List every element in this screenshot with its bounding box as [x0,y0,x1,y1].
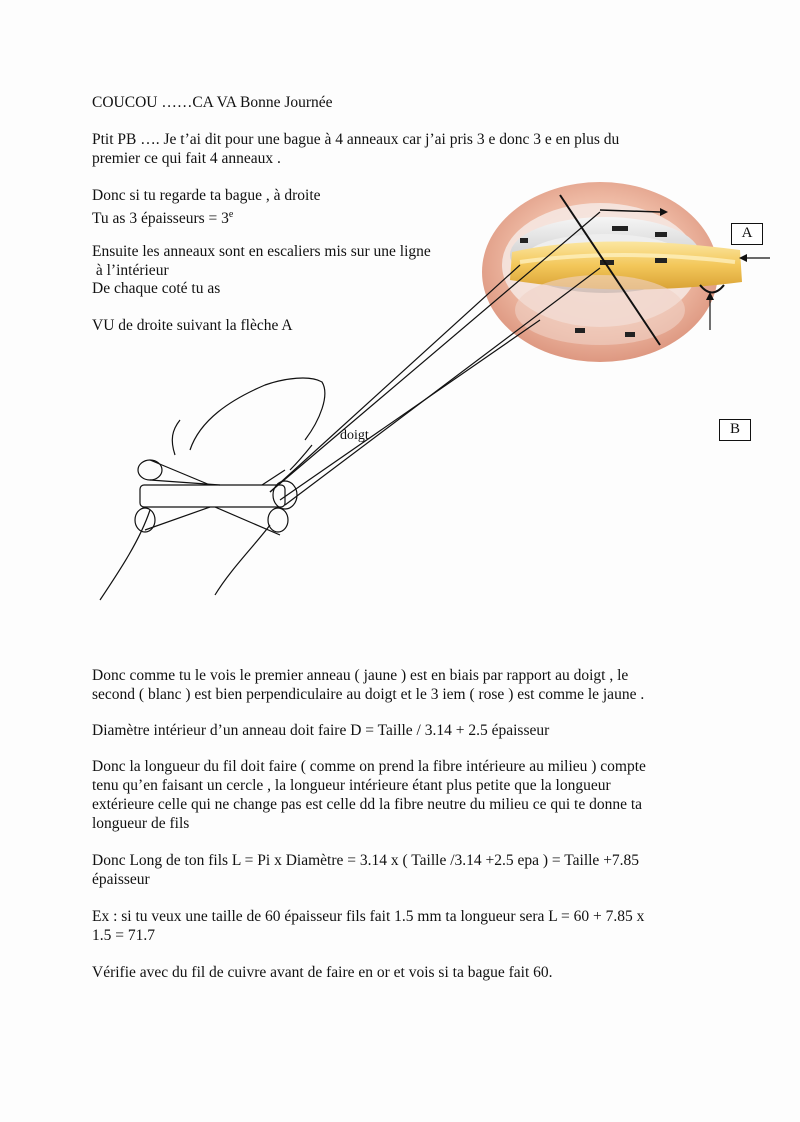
paragraph-9-line-2: 1.5 = 71.7 [92,927,155,944]
paragraph-10: Vérifie avec du fil de cuivre avant de faire en or et vois si ta bague fait 60. [92,964,553,981]
paragraph-2-line-2-text: Tu as 3 épaisseurs = 3 [92,210,229,228]
paragraph-7-line-2: tenu qu’en faisant un cercle , la longueur intérieure étant plus petite que la longueur [92,777,611,794]
paragraph-7-line-4: longueur de fils [92,815,190,832]
ring-photo [482,182,770,362]
paragraph-9-line-1: Ex : si tu veux une taille de 60 épaisseur fils fait 1.5 mm ta longueur sera L = 60 + 7.85 x [92,908,645,925]
paragraph-3-line-1: Ensuite les anneaux sont en escaliers mis sur une ligne [92,243,431,260]
label-a: A [731,223,763,245]
finger-sketch [100,378,325,600]
paragraph-5-line-1: Donc comme tu le vois le premier anneau ( jaune ) est en biais par rapport au doigt , le [92,667,629,684]
paragraph-7-line-3: extérieure celle qui ne change pas est celle dd la fibre neutre du milieu ce qui te donne ta [92,796,643,813]
paragraph-8-line-1: Donc Long de ton fils L = Pi x Diamètre = 3.14 x ( Taille /3.14 +2.5 epa ) = Taille +7.85 [92,852,640,869]
paragraph-6: Diamètre intérieur d’un anneau doit faire D = Taille / 3.14 + 2.5 épaisseur [92,722,550,739]
paragraph-3-line-3: De chaque coté tu as [92,280,221,297]
paragraph-5-line-2: second ( blanc ) est bien perpendiculaire au doigt et le 3 iem ( rose ) est comme le jaune . [92,686,645,703]
paragraph-2-superscript: e [228,209,234,220]
paragraph-2-line-1: Donc si tu regarde ta bague , à droite [92,187,321,204]
greeting: COUCOU ……CA VA Bonne Journée [92,94,333,111]
paragraph-1-line-1: Ptit PB …. Je t’ai dit pour une bague à 4 anneaux car j’ai pris 3 e donc 3 e en plus du [92,131,620,148]
label-b: B [719,419,751,441]
paragraph-8-line-2: épaisseur [92,871,150,888]
paragraph-4: VU de droite suivant la flèche A [92,317,293,334]
finger-label: doigt [340,428,369,443]
paragraph-3-line-2: à l’intérieur [92,262,169,279]
paragraph-7-line-1: Donc la longueur du fil doit faire ( comme on prend la fibre intérieure au milieu ) compte [92,758,646,775]
paragraph-1-line-2: premier ce qui fait 4 anneaux . [92,150,281,167]
